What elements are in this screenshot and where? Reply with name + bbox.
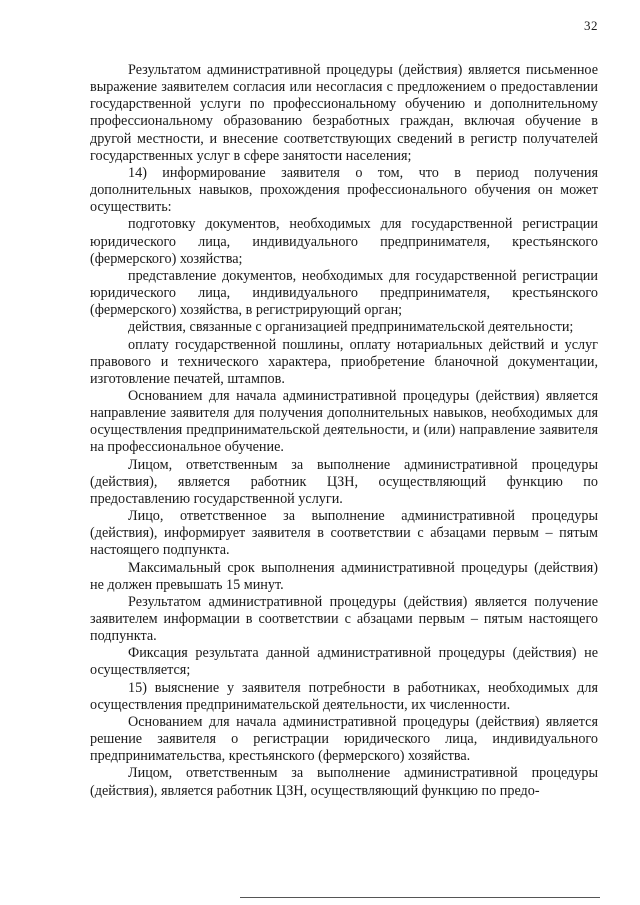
- paragraph: Лицом, ответственным за выполнение административной процедуры (действия), является работник ЦЗН, осуществляющий функцию по предо-: [90, 765, 598, 799]
- document-body: [90, 62, 598, 800]
- paragraph: действия, связанные с организацией предпринимательской деятельности;: [128, 319, 574, 336]
- paragraph: Максимальный срок выполнения административной процедуры (действия) не должен превышать 15 минут.: [90, 559, 598, 593]
- page-bottom-rule: [240, 897, 600, 898]
- paragraph: Лицом, ответственным за выполнение административной процедуры (действия), является работник ЦЗН, осуществляющий функцию по предоставлению государственной услуги.: [90, 456, 598, 507]
- paragraph: представление документов, необходимых для государственной регистрации юридического лица, индивидуального предпринимателя, крестьянского (фермерского) хозяйства, в регистрирующий орган;: [90, 267, 598, 319]
- paragraph: 14) информирование заявителя о том, что в период получения дополнительных навыков, прохождения профессионального обучения он может осуществить:: [90, 164, 598, 216]
- paragraph: Основанием для начала административной процедуры (действия) является направление заявителя для получения дополнительных навыков, необходимых для осуществления предпринимательской деятельности, и (или) направление заявителя на профессиональное обучение.: [90, 387, 598, 456]
- paragraph: Фиксация результата данной административной процедуры (действия) не осуществляется;: [90, 645, 598, 679]
- paragraph: Основанием для начала административной процедуры (действия) является решение заявителя о регистрации юридического лица, индивидуального предпринимательства, крестьянского (фермерского) хозяйства.: [90, 713, 598, 765]
- paragraph: Лицо, ответственное за выполнение административной процедуры (действия), информирует заявителя в соответствии с абзацами первым – пятым настоящего подпункта.: [90, 508, 598, 559]
- paragraph: 15) выяснение у заявителя потребности в работниках, необходимых для осуществления предпринимательской деятельности, их численности.: [90, 679, 598, 713]
- paragraph: оплату государственной пошлины, оплату нотариальных действий и услуг правового и технического характера, приобретение бланочной документации, изготовление печатей, штампов.: [90, 336, 598, 387]
- paragraph: подготовку документов, необходимых для государственной регистрации юридического лица, индивидуального предпринимателя, крестьянского (фермерского) хозяйства;: [90, 216, 598, 267]
- page-number: 32: [584, 18, 598, 33]
- paragraph: Результатом административной процедуры (действия) является получение заявителем информации в соответствии с абзацами первым – пятым настоящего подпункта.: [90, 593, 598, 645]
- paragraph: Результатом административной процедуры (действия) является письменное выражение заявителем согласия или несогласия с предложением о предоставлении государственной услуги по профессиональному обучению и дополнительному профессиональному образованию безработных граждан, включая обучение в другой местности, и внесение соответствующих сведений в регистр получателей государственных услуг в сфере занятости населения;: [90, 62, 598, 164]
